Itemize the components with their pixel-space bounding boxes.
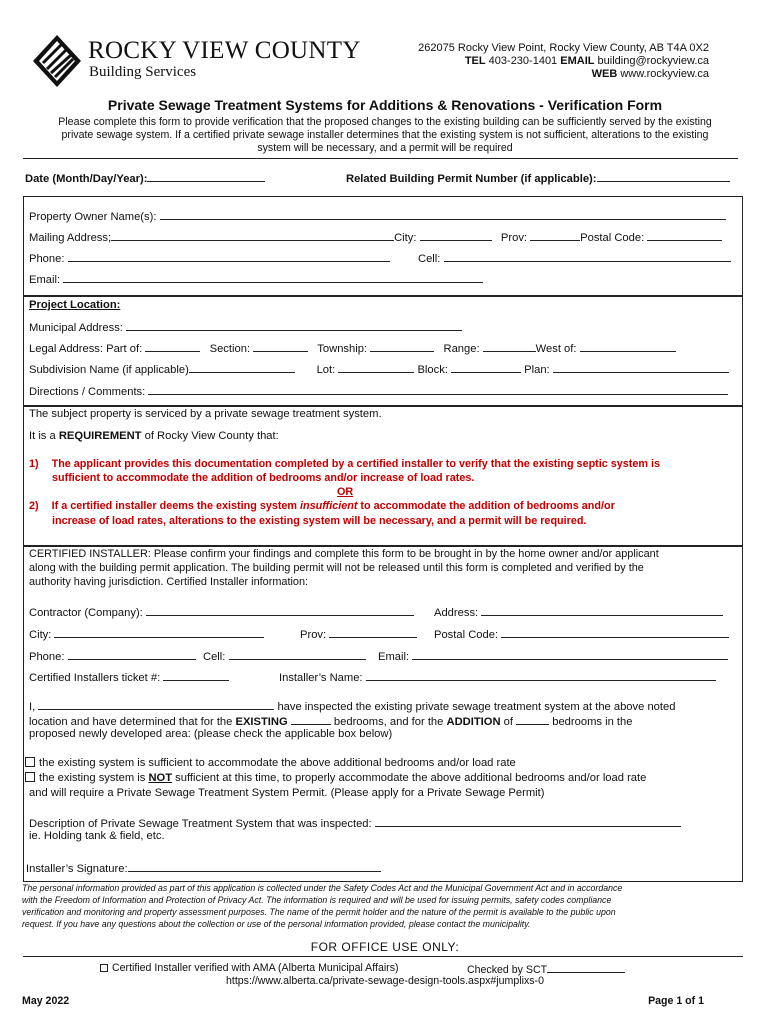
date-label: Date (Month/Day/Year): (25, 173, 148, 185)
description-label: Description of Private Sewage Treatment System that was inspected: (29, 818, 372, 830)
owner-prov-label: Prov: (500, 232, 528, 244)
privacy-line-2: with the Freedom of Information and Protection of Privacy Act. The information is required and will be used for issuing permits, safety codes compliance (22, 895, 612, 905)
directions-label: Directions / Comments: (29, 386, 146, 398)
block-label: Block: (417, 364, 448, 376)
statement-c: of (500, 716, 514, 728)
mailing-label: Mailing Address; (29, 232, 112, 244)
intro-line-3: system will be necessary, and a permit will be required (257, 142, 513, 154)
divider (23, 158, 738, 159)
contractor-label: Contractor (Company): (29, 607, 143, 619)
installer-email-label: Email: (378, 651, 410, 663)
statement-existing: EXISTING (235, 716, 288, 728)
verified-label: Certified Installer verified with AMA (Alberta Municipal Affairs) (112, 962, 399, 974)
item-1-line-1: The applicant provides this documentation completed by a certified installer to verify that the existing septic system is (51, 458, 660, 470)
installer-intro-2: along with the building permit application. The building permit will not be released until this form is completed and verified by the (29, 562, 644, 574)
statement-d: bedrooms in the (552, 716, 633, 728)
installer-intro-3: authority having jurisdiction. Certified Installer information: (29, 576, 309, 588)
section-label: Section: (209, 343, 251, 355)
web-line (592, 68, 709, 80)
option-not-post: sufficient at this time, to properly accommodate the above additional bedrooms and/or load rate (172, 772, 647, 784)
statement-line-1-text: have inspected the existing private sewage treatment system at the above noted (277, 701, 676, 713)
footer-date: May 2022 (22, 995, 70, 1007)
item-2-pre: If a certified installer deems the existing system (51, 500, 301, 512)
contact-line (465, 55, 709, 67)
statement-line-3: proposed newly developed area: (please check the applicable box below) (29, 728, 393, 740)
permit-number-field[interactable] (346, 170, 730, 185)
installer-city-label: City: (29, 629, 52, 641)
ticket-field[interactable] (29, 669, 229, 684)
legal-address-field[interactable] (29, 340, 676, 355)
installer-cell-field[interactable] (203, 648, 366, 663)
owner-phone-label: Phone: (29, 253, 65, 265)
req-post: of Rocky View County that: (141, 430, 279, 442)
req-pre: It is a (29, 430, 59, 442)
range-label: Range: (443, 343, 480, 355)
web-label: WEB (591, 68, 618, 80)
option-not-sufficient-line-2: and will require a Private Sewage Treatment System Permit. (Please apply for a Private Sewage Permit) (29, 787, 545, 799)
intro-line-1: Please complete this form to provide verification that the proposed changes to the existing building can be sufficiently served by the existing (58, 116, 712, 128)
subdivision-label: Subdivision Name (if applicable) (29, 364, 189, 376)
logo-name: ROCKY VIEW COUNTY (88, 37, 361, 64)
westof-label: West of: (535, 343, 577, 355)
installer-cell-label: Cell: (203, 651, 226, 663)
email-value: building@rockyview.ca (597, 55, 709, 67)
statement-line-1[interactable] (29, 698, 675, 713)
owner-email-field[interactable] (29, 271, 483, 286)
owner-city-label: City: (394, 232, 417, 244)
installer-phone-field[interactable] (29, 648, 196, 663)
item-2-line-2: increase of load rates, alterations to the existing system will be necessary, and a permit will be required. (52, 515, 587, 527)
tel-label: TEL (464, 55, 486, 67)
directions-field[interactable] (29, 383, 728, 398)
item-2 (29, 500, 615, 512)
contractor-field[interactable] (29, 604, 414, 619)
installer-phone-label: Phone: (29, 651, 65, 663)
office-url[interactable]: https://www.alberta.ca/private-sewage-design-tools.aspx#jumplixs-0 (226, 975, 544, 987)
option-not-pre: the existing system is (39, 772, 149, 784)
legal-label: Legal Address: Part of: (29, 343, 143, 355)
date-field[interactable] (25, 170, 265, 185)
office-verified[interactable] (100, 962, 399, 974)
owner-email-label: Email: (29, 274, 61, 286)
installer-email-field[interactable] (378, 648, 728, 663)
lot-label: Lot: (316, 364, 336, 376)
statement-addition: ADDITION (446, 716, 501, 728)
county-logo-icon (31, 33, 83, 89)
office-heading: FOR OFFICE USE ONLY: (310, 940, 460, 954)
web-value: www.rockyview.ca (620, 68, 709, 80)
installer-intro-1: CERTIFIED INSTALLER: Please confirm your findings and complete this form to be brought in by the home owner and/or applicant (29, 548, 659, 560)
owner-cell-field[interactable] (418, 250, 731, 265)
intro-line-2: private sewage system. If a certified private sewage installer determines that the existing system is not sufficient, alterations to the existing (61, 129, 709, 141)
installer-postal-label: Postal Code: (434, 629, 499, 641)
municipal-label: Municipal Address: (29, 322, 123, 334)
footer-page: Page 1 of 1 (648, 995, 704, 1007)
email-label: EMAIL (560, 55, 595, 67)
item-2-number: 2) (29, 500, 39, 512)
owner-cell-label: Cell: (418, 253, 441, 265)
mailing-address-field[interactable] (29, 229, 722, 244)
location-heading: Project Location: (29, 299, 121, 311)
item-1 (29, 458, 660, 470)
item-1-number: 1) (29, 458, 39, 470)
privacy-line-4: request. If you have any questions about the collection or use of the personal information provided, please contact the municipality. (22, 919, 531, 929)
statement-a: location and have determined that for the (29, 716, 236, 728)
not-sufficient-checkbox[interactable] (25, 772, 35, 782)
owner-postal-label: Postal Code: (580, 232, 645, 244)
ticket-label: Certified Installers ticket #: (29, 672, 161, 684)
privacy-line-3: verification and monitoring and property assessment purposes. The name of the permit holder and the nature of the permit is available to the public upon (22, 907, 616, 917)
signature-field[interactable] (26, 860, 381, 875)
tel-value: 403-230-1401 (488, 55, 558, 67)
township-label: Township: (317, 343, 368, 355)
installer-name-field[interactable] (279, 669, 716, 684)
requirement-text (29, 430, 279, 442)
option-sufficient-label: the existing system is sufficient to accommodate the above additional bedrooms and/or load rate (39, 757, 516, 769)
statement-b: bedrooms, and for the (330, 716, 447, 728)
description-example: ie. Holding tank & field, etc. (29, 830, 165, 842)
installer-prov-label: Prov: (300, 629, 327, 641)
permit-number-label: Related Building Permit Number (if applicable): (346, 173, 597, 185)
installer-address-label: Address: (434, 607, 479, 619)
signature-label: Installer’s Signature: (26, 863, 128, 875)
checked-by-label: Checked by SCT (467, 964, 548, 976)
installer-name-label: Installer’s Name: (279, 672, 363, 684)
owner-name-label: Property Owner Name(s): (29, 211, 157, 223)
option-not-bold: NOT (148, 772, 173, 784)
or-text: OR (337, 486, 354, 498)
municipal-address-field[interactable] (29, 319, 462, 334)
checked-by-field[interactable] (467, 962, 625, 976)
statement-i: I, (29, 701, 36, 713)
item-2-italic: insufficient (300, 500, 358, 512)
installer-city-field[interactable] (29, 626, 264, 641)
privacy-line-1: The personal information provided as part of this application is collected under the Safety Codes Act and the Municipal Government Act and in accordance (22, 883, 623, 893)
option-sufficient[interactable] (25, 757, 516, 769)
subdivision-field[interactable] (29, 361, 729, 376)
office-divider (23, 956, 743, 957)
item-1-line-2: sufficient to accommodate the addition of bedrooms and/or increase of load rates. (52, 472, 475, 484)
installer-prov-field[interactable] (300, 626, 417, 641)
statement-line-2[interactable] (29, 713, 632, 728)
owner-name-field[interactable] (29, 208, 726, 223)
owner-phone-field[interactable] (29, 250, 390, 265)
serviced-text: The subject property is serviced by a private sewage treatment system. (29, 408, 382, 420)
description-field[interactable] (29, 815, 681, 830)
logo-subtitle: Building Services (89, 64, 197, 80)
option-not-sufficient[interactable] (25, 772, 646, 784)
installer-postal-field[interactable] (434, 626, 729, 641)
verified-checkbox[interactable] (100, 964, 108, 972)
installer-address-field[interactable] (434, 604, 723, 619)
req-bold: REQUIREMENT (58, 430, 142, 442)
item-2-post: to accommodate the addition of bedrooms and/or (357, 500, 615, 512)
plan-label: Plan: (524, 364, 550, 376)
sufficient-checkbox[interactable] (25, 757, 35, 767)
county-address: 262075 Rocky View Point, Rocky View County, AB T4A 0X2 (418, 42, 709, 54)
form-title: Private Sewage Treatment Systems for Additions & Renovations - Verification Form (107, 97, 663, 113)
